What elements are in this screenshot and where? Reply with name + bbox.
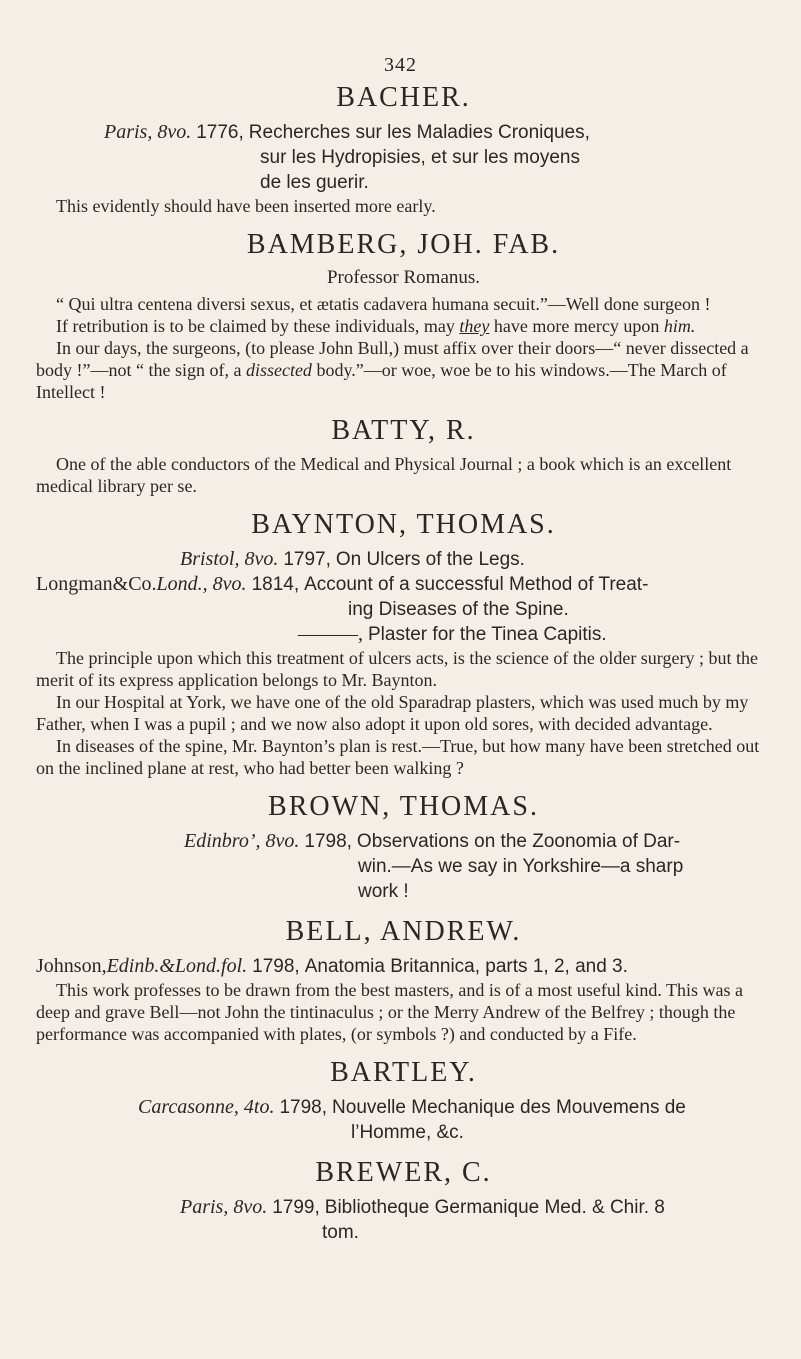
entry-brewer-1 [36,1195,771,1220]
entry-title: ing Diseases of the Spine. [348,599,569,620]
entry-format: 4to. [243,1096,275,1118]
entry-bacher-1-line3 [36,170,771,195]
subhead-bamberg: Professor Romanus. [326,267,481,288]
entry-bartley-1 [36,1095,771,1120]
entry-title: Recherches sur les Maladies Croniques, [248,122,590,143]
heading-bacher: BACHER. [336,82,471,113]
text-emphasis: they [459,316,490,336]
entry-baynton-2-line2 [36,597,771,622]
entry-year: 1799, [272,1197,320,1218]
entry-place: Bristol, [180,548,240,570]
entry-publisher: Johnson, [36,955,107,977]
entry-title: Nouvelle Mechanique des Mouvemens de [332,1097,686,1118]
heading-batty: BATTY, R. [331,415,476,446]
paragraph-bell-1: This work professes to be drawn from the best masters, and is of a most useful kind. This was a deep and grave Bell—not John the tintinaculus ; or the Merry Andrew of the Belfrey ; though the performance was accompanied with plates, (or symbols ?) and conducted by a Fife. [36,980,744,1044]
entry-title: Plaster for the Tinea Capitis. [368,624,607,645]
entry-format: 8vo. [265,830,300,852]
entry-title: tom. [322,1222,359,1243]
entry-title: de les guerir. [260,172,369,193]
entry-brown-1 [36,829,771,854]
entry-format: 8vo. [212,573,247,595]
entry-brown-1-line3 [36,879,771,904]
entry-place: Edinbro’, [184,830,261,852]
entry-title: Anatomia Britannica, parts 1, 2, and 3. [304,956,628,977]
entry-year: 1798, [304,831,352,852]
entry-year: 1776, [196,122,244,143]
entry-baynton-3 [36,622,771,647]
note-bacher: This evidently should have been inserted more early. [56,196,436,216]
entry-baynton-2 [36,572,771,597]
paragraph-baynton-2: In our Hospital at York, we have one of the old Sparadrap plasters, which was used much by my Father, when I was a pupil ; and we now also adopt it upon old sores, with decided advantage. [36,692,749,734]
entry-year: 1814, [251,574,300,595]
paragraph-baynton-1: The principle upon which this treatment of ulcers acts, is the science of the older surgery ; but the merit of its express application belongs to Mr. Baynton. [36,648,758,690]
entry-year: 1797, [283,549,331,570]
entry-place: Lond., [156,573,208,595]
entry-format: 8vo. [233,1196,268,1218]
paragraph-bamberg-3 [36,337,771,403]
page-number: 342 [384,54,417,76]
entry-bacher-1 [36,120,771,145]
entry-bell-1 [36,954,771,979]
entry-title: sur les Hydropisies, et sur les moyens [260,147,580,168]
heading-brewer: BREWER, C. [315,1157,492,1188]
paragraph-baynton-3: In diseases of the spine, Mr. Baynton’s plan is rest.—True, but how many have been stretched out on the inclined plane at rest, who had better been walking ? [36,736,760,778]
entry-bartley-1-line2 [36,1120,771,1145]
entry-year: 1798, [252,956,300,977]
entry-brewer-1-line2 [36,1220,771,1245]
entry-format: 8vo. [244,548,279,570]
heading-baynton: BAYNTON, THOMAS. [251,509,556,540]
entry-title: On Ulcers of the Legs. [335,549,525,570]
text-run: body.”—or woe, woe be to his windows.—The March of Intellect ! [36,360,727,402]
text-emphasis: him. [663,316,696,336]
page-content [36,82,771,1245]
entry-year: 1798, [279,1097,328,1118]
heading-bartley: BARTLEY. [330,1057,477,1088]
entry-bacher-1-line2 [36,145,771,170]
entry-place: Paris, [104,121,153,143]
paragraph-bamberg-2 [36,315,771,337]
heading-brown: BROWN, THOMAS. [268,791,539,822]
paragraph-batty-1: One of the able conductors of the Medical and Physical Journal ; a book which is an excellent medical library per se. [36,454,732,496]
entry-title: Observations on the Zoonomia of Dar- [356,831,681,852]
text-run: have more mercy upon [489,316,664,336]
entry-place: Carcasonne, [138,1096,239,1118]
paragraph-bamberg-1: “ Qui ultra centena diversi sexus, et ætatis cadavera humana secuit.”—Well done surgeon ! [56,294,711,314]
entry-title: Bibliotheque Germanique Med. & Chir. 8 [324,1197,665,1218]
entry-publisher: Longman&Co. [36,573,157,595]
entry-title: win.—As we say in Yorkshire—a sharp [358,856,684,877]
entry-brown-1-line2 [36,854,771,879]
entry-baynton-1 [36,547,771,572]
heading-bamberg: BAMBERG, JOH. FAB. [246,229,561,260]
text-emphasis: dissected [245,360,312,380]
entry-title: Account of a successful Method of Treat- [304,574,649,595]
text-run: If retribution is to be claimed by these individuals, may [56,316,460,336]
entry-dash: ———, [298,623,363,645]
entry-title: l’Homme, &c. [351,1122,464,1143]
entry-place: Paris, [180,1196,229,1218]
entry-place: Edinb.&Lond.fol. [106,955,248,977]
entry-title: work ! [358,881,409,902]
entry-format: 8vo. [157,121,192,143]
text-run: In our days, the surgeons, (to please John Bull,) must affix over their doors—“ never dissected a body !”—not “ the sign of, a [36,338,749,380]
heading-bell: BELL, ANDREW. [285,916,522,947]
